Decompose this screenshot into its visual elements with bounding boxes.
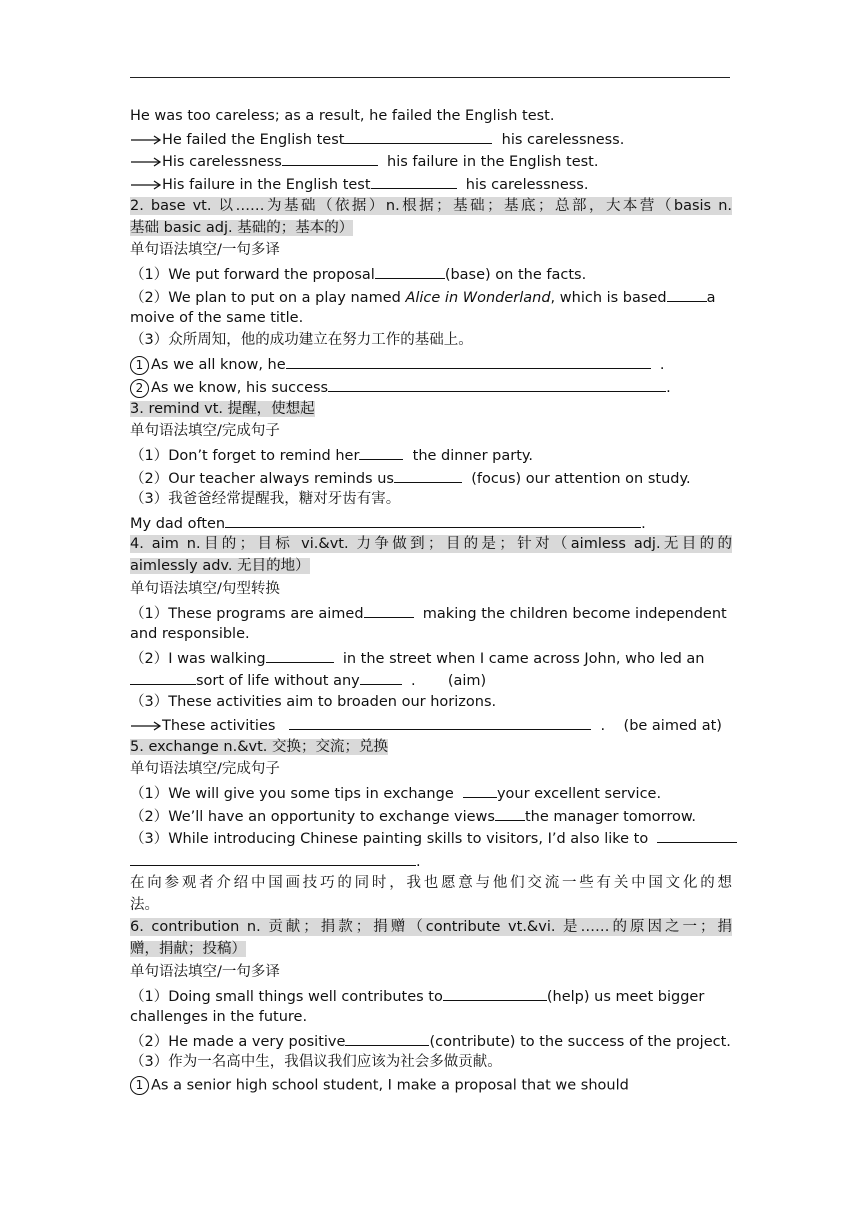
section-2-heading: 2. base vt. 以……为基础（依据）n.根据；基础；基底；总部，大本营（basis n.	[130, 198, 732, 214]
answer-blank[interactable]	[443, 986, 547, 1001]
section-6-heading-cont: 赠，捐献；投稿）	[130, 941, 246, 957]
question-6-1-cont: challenges in the future.	[130, 1009, 308, 1025]
answer-blank[interactable]	[345, 1031, 429, 1046]
question-3-3-answer: My dad often .	[130, 513, 646, 533]
question-5-3-chinese: 在向参观者介绍中国画技巧的同时，我也愿意与他们交流一些有关中国文化的想	[130, 875, 732, 891]
answer-blank[interactable]	[371, 174, 457, 189]
question-5-1: （1）We will give you some tips in exchange your excellent service.	[130, 783, 661, 803]
answer-blank[interactable]	[286, 354, 651, 369]
question-2-1: （1）We put forward the proposal (base) on the facts.	[130, 264, 586, 284]
arrow-icon	[130, 180, 162, 190]
circled-number: 1	[130, 356, 149, 375]
answer-blank[interactable]	[282, 151, 378, 166]
section-6-type: 单句语法填空/一句多译	[130, 964, 280, 980]
answer-blank[interactable]	[463, 783, 497, 798]
section-2-heading-cont: 基础 basic adj. 基础的；基本的）	[130, 220, 354, 236]
question-5-3-chinese-cont: 法。	[130, 897, 159, 913]
question-4-2: （2）I was walking in the street when I came across John, who led an	[130, 648, 704, 668]
answer-blank[interactable]	[394, 468, 462, 483]
section-4-heading-cont: aimlessly adv. 无目的地）	[130, 558, 310, 574]
rewrite-line-3: His failure in the English test his carelessness.	[130, 174, 588, 194]
question-2-2-cont: moive of the same title.	[130, 310, 304, 326]
answer-blank[interactable]	[289, 715, 591, 730]
question-4-1: （1）These programs are aimed making the children become independent	[130, 603, 732, 623]
question-4-2-cont: sort of life without any . (aim)	[130, 670, 486, 690]
circled-number: 1	[130, 1076, 149, 1095]
circled-number: 2	[130, 379, 149, 398]
rewrite-line-2: His carelessness his failure in the English test.	[130, 151, 598, 171]
question-6-2: （2）He made a very positive (contribute) to the success of the project.	[130, 1031, 731, 1051]
answer-blank[interactable]	[657, 828, 737, 843]
section-4-type: 单句语法填空/句型转换	[130, 581, 280, 597]
answer-blank[interactable]	[495, 806, 525, 821]
answer-blank[interactable]	[225, 513, 641, 528]
question-4-3-answer: These activities . (be aimed at)	[130, 715, 722, 735]
question-2-3: （3）众所周知，他的成功建立在努力工作的基础上。	[130, 332, 473, 348]
question-5-3: （3）While introducing Chinese painting skills to visitors, I’d also like to	[130, 828, 737, 848]
question-3-2: （2）Our teacher always reminds us (focus) our attention on study.	[130, 468, 691, 488]
answer-blank[interactable]	[266, 648, 334, 663]
answer-blank[interactable]	[375, 264, 445, 279]
section-2-type: 单句语法填空/一句多译	[130, 242, 280, 258]
section-4-heading: 4. aim n.目的；目标 vi.&vt. 力争做到；目的是；针对（aimless adj.无目的的	[130, 536, 732, 552]
arrow-icon	[130, 157, 162, 167]
rewrite-line-1: He failed the English test his carelessness.	[130, 129, 624, 149]
arrow-icon	[130, 135, 162, 145]
question-3-1: （1）Don’t forget to remind her the dinner party.	[130, 445, 533, 465]
section-3-heading: 3. remind vt. 提醒，使想起	[130, 401, 315, 417]
question-2-3-2: 2 As we know, his success .	[130, 377, 671, 398]
question-3-3: （3）我爸爸经常提醒我，糖对牙齿有害。	[130, 491, 401, 507]
question-2-3-1: 1 As we all know, he .	[130, 354, 665, 375]
question-4-3: （3）These activities aim to broaden our horizons.	[130, 694, 497, 710]
answer-blank[interactable]	[344, 129, 492, 144]
section-5-type: 单句语法填空/完成句子	[130, 761, 280, 777]
header-rule	[130, 77, 730, 78]
question-4-1-cont: and responsible.	[130, 626, 250, 642]
question-6-3: （3）作为一名高中生，我倡议我们应该为社会多做贡献。	[130, 1054, 502, 1070]
question-5-3-cont: .	[130, 851, 421, 871]
section-5-heading: 5. exchange n.&vt. 交换；交流；兑换	[130, 739, 388, 755]
answer-blank[interactable]	[130, 670, 196, 685]
section-6-heading: 6. contribution n. 贡献；捐款；捐赠（contribute vt.&vi. 是……的原因之一；捐	[130, 919, 732, 935]
question-6-3-1: 1 As a senior high school student, I make a proposal that we should	[130, 1076, 629, 1095]
answer-blank[interactable]	[360, 670, 402, 685]
arrow-icon	[130, 721, 162, 731]
question-5-2: （2）We’ll have an opportunity to exchange views the manager tomorrow.	[130, 806, 696, 826]
answer-blank[interactable]	[667, 287, 707, 302]
answer-blank[interactable]	[364, 603, 414, 618]
question-6-1: （1）Doing small things well contributes to (help) us meet bigger	[130, 986, 732, 1006]
answer-blank[interactable]	[328, 377, 666, 392]
sentence-intro: He was too careless; as a result, he failed the English test.	[130, 108, 555, 124]
question-2-2: （2）We plan to put on a play named Alice in Wonderland, which is based a	[130, 287, 732, 307]
answer-blank[interactable]	[130, 851, 416, 866]
section-3-type: 单句语法填空/完成句子	[130, 423, 280, 439]
answer-blank[interactable]	[359, 445, 403, 460]
